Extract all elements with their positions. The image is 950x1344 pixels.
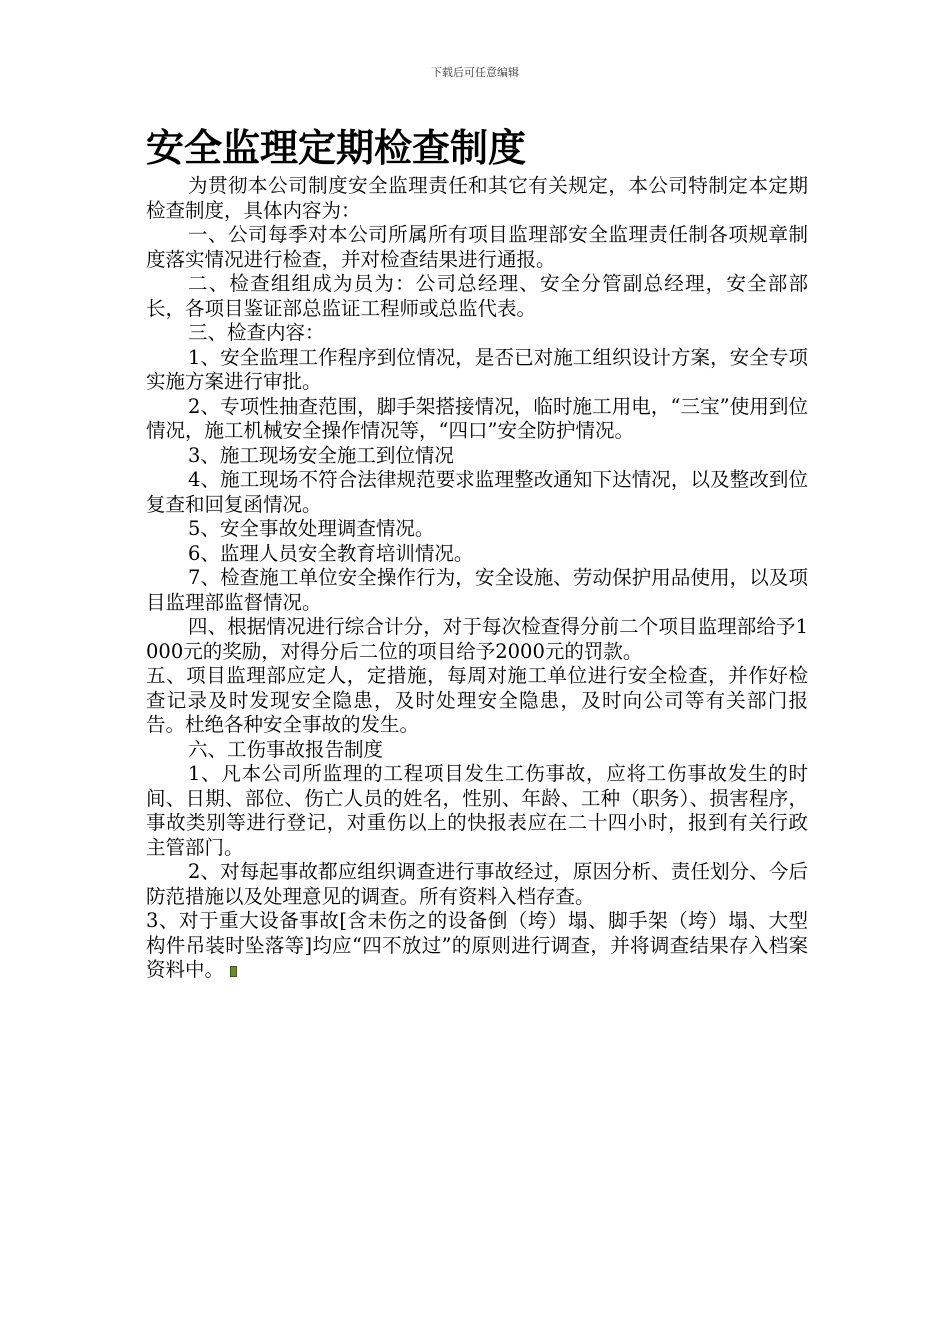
body-paragraph (146, 738, 808, 763)
paragraph-text: 2、对每起事故都应组织调查进行事故经过，原因分析、责任划分、今后防范措施以及处理意见的调查。所有资料入档存查。 (146, 860, 808, 908)
document-title: 安全监理定期检查制度 (146, 125, 527, 170)
document-body (146, 174, 808, 983)
paragraph-text: 三、检查内容： (188, 321, 325, 344)
body-paragraph (146, 174, 808, 223)
paragraph-text: 2、专项性抽查范围，脚手架搭接情况，临时施工用电，“三宝”使用到位情况，施工机械安全操作情况等，“四口”安全防护情况。 (146, 394, 808, 442)
paragraph-text: 一、公司每季对本公司所属所有项目监理部安全监理责任制各项规章制度落实情况进行检查，并对检查结果进行通报。 (146, 223, 808, 271)
body-paragraph (146, 346, 808, 395)
body-paragraph (146, 223, 808, 272)
paragraph-text: 5、安全事故处理调查情况。 (188, 517, 435, 540)
paragraph-text: 二、检查组组成为员为：公司总经理、安全分管副总经理，安全部部长，各项目鉴证部总监证工程师或总监代表。 (146, 272, 808, 320)
paragraph-text: 为贯彻本公司制度安全监理责任和其它有关规定，本公司特制定本定期检查制度，具体内容为： (146, 174, 808, 222)
paragraph-text: 7、检查施工单位安全操作行为，安全设施、劳动保护用品使用，以及项目监理部监督情况。 (146, 566, 808, 614)
body-paragraph (146, 615, 808, 664)
paragraph-text: 1、安全监理工作程序到位情况，是否已对施工组织设计方案，安全专项实施方案进行审批。 (146, 345, 808, 393)
body-paragraph (146, 444, 808, 469)
page-header-note: 下载后可任意编辑 (431, 66, 519, 79)
body-paragraph (146, 664, 808, 738)
paragraph-text: 五、项目监理部应定人，定措施，每周对施工单位进行安全检查，并作好检查记录及时发现安全隐患，及时处理安全隐患，及时向公司等有关部门报告。杜绝各种安全事故的发生。 (146, 664, 808, 736)
body-paragraph (146, 860, 808, 909)
body-paragraph (146, 468, 808, 517)
body-paragraph (146, 517, 808, 542)
paragraph-text: 3、施工现场安全施工到位情况 (188, 443, 454, 467)
body-paragraph (146, 909, 808, 983)
body-paragraph (146, 762, 808, 860)
body-paragraph (146, 272, 808, 321)
paragraph-text: 3、对于重大设备事故[含未伤之的设备倒（垮）塌、脚手架（垮）塌、大型构件吊装时坠落等]均应“四不放过”的原则进行调查，并将调查结果存入档案资料中。 (146, 909, 808, 981)
body-paragraph (146, 321, 808, 346)
body-paragraph (146, 542, 808, 567)
paragraph-text: 6、监理人员安全教育培训情况。 (188, 541, 474, 565)
paragraph-text: 4、施工现场不符合法律规范要求监理整改通知下达情况，以及整改到位复查和回复函情况。 (146, 468, 808, 516)
paragraph-text: 六、工伤事故报告制度 (188, 737, 384, 761)
body-paragraph (146, 566, 808, 615)
paragraph-text: 1、凡本公司所监理的工程项目发生工伤事故，应将工伤事故发生的时间、日期、部位、伤亡人员的姓名，性别、年龄、工种（职务）、损害程序，事故类别等进行登记，对重伤以上的快报表应在二十四小时，报到有关行政主管部门。 (146, 762, 808, 859)
end-of-document-marker (230, 966, 237, 977)
body-paragraph (146, 395, 808, 444)
paragraph-text: 四、根据情况进行综合计分，对于每次检查得分前二个项目监理部给予1000元的奖励，对得分后二位的项目给予2000元的罚款。 (146, 615, 808, 663)
